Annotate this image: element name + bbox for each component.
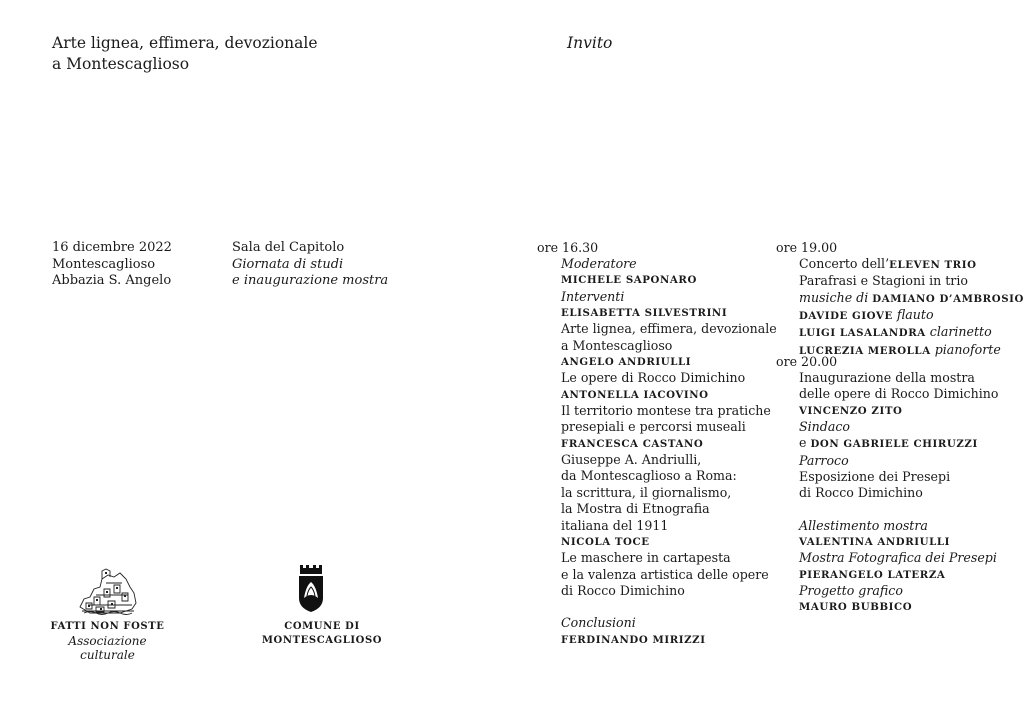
event-date-place xyxy=(52,240,172,290)
title-line-1: Arte lignea, effimera, devozionale xyxy=(52,34,318,52)
priest-line xyxy=(799,435,998,452)
talk-title-line: a Montescaglioso xyxy=(561,337,673,353)
talk-title-line: italiana del 1911 xyxy=(561,517,669,533)
session-2000 xyxy=(799,370,998,616)
graphic-name: MAURO BUBBICO xyxy=(799,601,913,614)
talk-title-line: Arte lignea, effimera, devozionale xyxy=(561,321,777,337)
performer-instrument: pianoforte xyxy=(934,341,1001,357)
priest-name: DON GABRIELE CHIRUZZI xyxy=(810,438,978,451)
talk-title-line: Le maschere in cartapesta xyxy=(561,550,731,566)
speaker-name: FRANCESCA CASTANO xyxy=(561,437,704,450)
conclusions-name: FERDINANDO MIRIZZI xyxy=(561,633,706,646)
invito-label: Invito xyxy=(567,34,613,52)
conclusions-label: Conclusioni xyxy=(561,615,636,631)
performer-name: LUCREZIA MEROLLA xyxy=(799,344,931,357)
talk-title-line: Le opere di Rocco Dimichino xyxy=(561,370,746,386)
music-label: musiche di xyxy=(799,289,869,305)
assoc-subtitle: Associazione culturale xyxy=(68,634,147,662)
moderator-name: MICHELE SAPONARO xyxy=(561,274,697,287)
performer xyxy=(799,324,1024,341)
session-2000-time: ore 20.00 xyxy=(776,354,838,369)
speaker-name: ANGELO ANDRIULLI xyxy=(561,356,692,369)
concert-prefix: Concerto dell’ xyxy=(799,256,890,271)
concert-line xyxy=(799,256,1024,273)
photo-name: PIERANGELO LATERZA xyxy=(799,568,946,581)
concert-title: Parafrasi e Stagioni in trio xyxy=(799,273,968,289)
talks-label: Interventi xyxy=(561,288,625,304)
mayor-role: Sindaco xyxy=(799,419,850,435)
session-1630 xyxy=(561,256,777,648)
performer-name: LUIGI LASALANDRA xyxy=(799,327,926,340)
performer-instrument: clarinetto xyxy=(929,324,992,340)
setup-name: VALENTINA ANDRIULLI xyxy=(799,536,951,549)
speaker-name: ANTONELLA IACOVINO xyxy=(561,388,709,401)
inauguration-line-1: Inaugurazione della mostra xyxy=(799,370,975,385)
inauguration-line-2: delle opere di Rocco Dimichino xyxy=(799,386,999,402)
speaker-name: ELISABETTA SILVESTRINI xyxy=(561,307,728,320)
priest-role: Parroco xyxy=(799,452,849,468)
comune-name: COMUNE DI MONTESCAGLIOSO xyxy=(261,621,383,646)
speaker-name: NICOLA TOCE xyxy=(561,535,650,548)
talk-title-line: presepiali e percorsi museali xyxy=(561,419,746,435)
talk-title-line: Giuseppe A. Andriulli, xyxy=(561,452,702,468)
session-1630-time: ore 16.30 xyxy=(537,240,599,255)
talk-title-line: Il territorio montese tra pratiche xyxy=(561,403,771,419)
music-author: DAMIANO D’AMBROSIO xyxy=(872,292,1024,305)
session-1900-time: ore 19.00 xyxy=(776,240,838,255)
event-type-1: Giornata di studi xyxy=(232,256,344,272)
town-sketch-logo xyxy=(76,563,140,617)
concert-name: ELEVEN TRIO xyxy=(889,259,977,271)
event-hall-block xyxy=(232,240,388,290)
moderator-label: Moderatore xyxy=(561,256,637,271)
talk-title-line: da Montescaglioso a Roma: xyxy=(561,468,737,484)
document-title xyxy=(52,33,318,75)
graphic-label: Progetto grafico xyxy=(799,583,903,599)
expo-line-1: Esposizione dei Presepi xyxy=(799,469,951,485)
event-city: Montescaglioso xyxy=(52,256,156,272)
performer xyxy=(799,307,1024,324)
session-1900 xyxy=(799,256,1024,359)
assoc-caption xyxy=(40,620,175,662)
performer-name: DAVIDE GIOVE xyxy=(799,310,893,323)
setup-label: Allestimento mostra xyxy=(799,517,928,533)
event-venue: Abbazia S. Angelo xyxy=(52,273,172,288)
talk-title-line: la Mostra di Etnografia xyxy=(561,501,710,517)
and-word: e xyxy=(799,435,807,451)
mayor-name: VINCENZO ZITO xyxy=(799,404,903,417)
music-line xyxy=(799,290,1024,307)
performer-instrument: flauto xyxy=(896,307,934,323)
talk-title-line: di Rocco Dimichino xyxy=(561,582,685,598)
event-hall: Sala del Capitolo xyxy=(232,240,345,255)
title-line-2: a Montescaglioso xyxy=(52,55,190,73)
talk-title-line: la scrittura, il giornalismo, xyxy=(561,484,732,500)
event-date: 16 dicembre 2022 xyxy=(52,240,172,255)
expo-line-2: di Rocco Dimichino xyxy=(799,485,923,501)
assoc-name: FATTI NON FOSTE xyxy=(50,621,165,632)
photo-label: Mostra Fotografica dei Presepi xyxy=(799,550,997,566)
municipal-crest-icon xyxy=(297,562,325,614)
talk-title-line: e la valenza artistica delle opere xyxy=(561,566,769,582)
event-type-2: e inaugurazione mostra xyxy=(232,273,389,288)
